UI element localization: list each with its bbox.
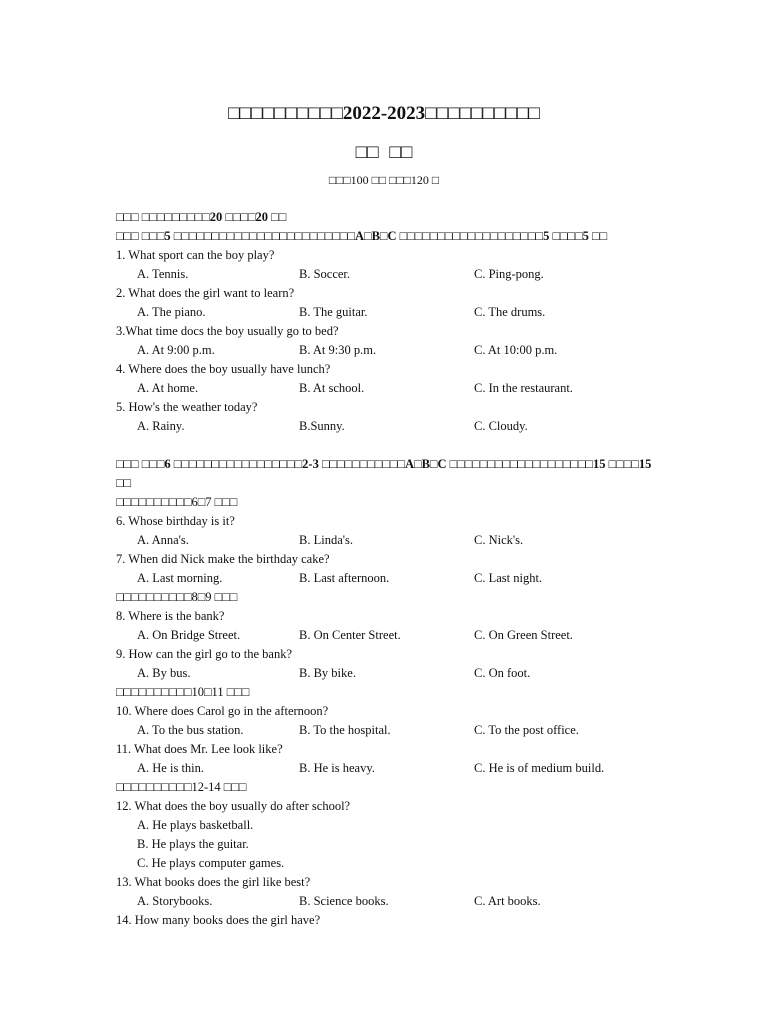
question-text: 5. How's the weather today? (116, 400, 258, 414)
option-a: A. By bus. (137, 666, 191, 680)
dialogue-heading: □□□□□□□□□□6□7 □□□ (116, 495, 238, 509)
option-a: A. Anna's. (137, 533, 189, 547)
question-text: 7. When did Nick make the birthday cake? (116, 552, 330, 566)
option-row (116, 341, 656, 360)
question-text: 2. What does the girl want to learn? (116, 286, 295, 300)
option-row (116, 664, 656, 683)
question-text: 6. Whose birthday is it? (116, 514, 235, 528)
question-text: 9. How can the girl go to the bank? (116, 647, 292, 661)
option-a: A. He plays basketball. (137, 818, 254, 832)
option-row (116, 379, 656, 398)
option-b: B. Last afternoon. (299, 571, 390, 585)
option-c: C. Nick's. (474, 533, 524, 547)
option-c: C. He plays computer games. (137, 856, 285, 870)
option-a: A. At 9:00 p.m. (137, 343, 215, 357)
option-c: C. At 10:00 p.m. (474, 343, 558, 357)
option-b: B. He is heavy. (299, 761, 375, 775)
option-row (116, 531, 656, 550)
option-row (116, 417, 656, 436)
option-c: C. On foot. (474, 666, 531, 680)
option-c: C. He is of medium build. (474, 761, 605, 775)
question-text: 11. What does Mr. Lee look like? (116, 742, 283, 756)
option-c: C. The drums. (474, 305, 546, 319)
exam-content (116, 208, 656, 930)
option-b: B. Linda's. (299, 533, 353, 547)
part-heading: □□□ □□□□□□□□□20 □□□□20 □□ (116, 210, 287, 224)
option-b: B. On Center Street. (299, 628, 401, 642)
option-c: C. Cloudy. (474, 419, 528, 433)
option-row (116, 626, 656, 645)
option-b: B. He plays the guitar. (137, 837, 249, 851)
question-text: 10. Where does Carol go in the afternoon? (116, 704, 329, 718)
option-a: A. Last morning. (137, 571, 223, 585)
option-row (116, 265, 656, 284)
option-b: B. At 9:30 p.m. (299, 343, 377, 357)
option-c: C. In the restaurant. (474, 381, 573, 395)
option-a: A. Storybooks. (137, 894, 213, 908)
dialogue-heading: □□□□□□□□□□10□11 □□□ (116, 685, 250, 699)
question-text: 3.What time docs the boy usually go to bed? (116, 324, 339, 338)
section-heading: □□□ □□□5 □□□□□□□□□□□□□□□□□□□□□□□□A□B□C □□□□□□□□□□□□□□□□□□□5 □□□□5 □□ (116, 229, 608, 243)
option-b: B.Sunny. (299, 419, 345, 433)
option-row (116, 759, 656, 778)
option-c: C. Ping-pong. (474, 267, 544, 281)
option-b: B. The guitar. (299, 305, 368, 319)
option-c: C. On Green Street. (474, 628, 573, 642)
option-row (116, 721, 656, 740)
question-text: 13. What books does the girl like best? (116, 875, 311, 889)
option-b: B. Soccer. (299, 267, 351, 281)
option-row (116, 569, 656, 588)
option-c: C. Last night. (474, 571, 543, 585)
option-a: A. At home. (137, 381, 199, 395)
dialogue-heading: □□□□□□□□□□12-14 □□□ (116, 780, 247, 794)
exam-title: □□□□□□□□□□2022-2023□□□□□□□□□□ (228, 103, 540, 124)
option-a: A. On Bridge Street. (137, 628, 241, 642)
exam-subject: □□ □□ (355, 142, 413, 163)
question-text: 1. What sport can the boy play? (116, 248, 275, 262)
section-heading: □□□ □□□6 □□□□□□□□□□□□□□□□□2-3 □□□□□□□□□□□A□B□C □□□□□□□□□□□□□□□□□□□15 □□□□15 □□ (116, 457, 652, 490)
spacer (116, 436, 656, 455)
option-row (116, 303, 656, 322)
option-b: B. To the hospital. (299, 723, 391, 737)
option-c: C. Art books. (474, 894, 541, 908)
option-a: A. Rainy. (137, 419, 185, 433)
question-text: 12. What does the boy usually do after school? (116, 799, 351, 813)
question-text: 4. Where does the boy usually have lunch? (116, 362, 331, 376)
option-c: C. To the post office. (474, 723, 579, 737)
exam-meta: □□□100 □□ □□□120 □ (328, 173, 440, 187)
option-b: B. At school. (299, 381, 365, 395)
option-a: A. To the bus station. (137, 723, 244, 737)
option-a: A. He is thin. (137, 761, 205, 775)
dialogue-heading: □□□□□□□□□□8□9 □□□ (116, 590, 238, 604)
option-a: A. Tennis. (137, 267, 189, 281)
question-text: 14. How many books does the girl have? (116, 913, 321, 927)
option-b: B. Science books. (299, 894, 389, 908)
option-row (116, 892, 656, 911)
option-b: B. By bike. (299, 666, 356, 680)
option-a: A. The piano. (137, 305, 206, 319)
question-text: 8. Where is the bank? (116, 609, 225, 623)
